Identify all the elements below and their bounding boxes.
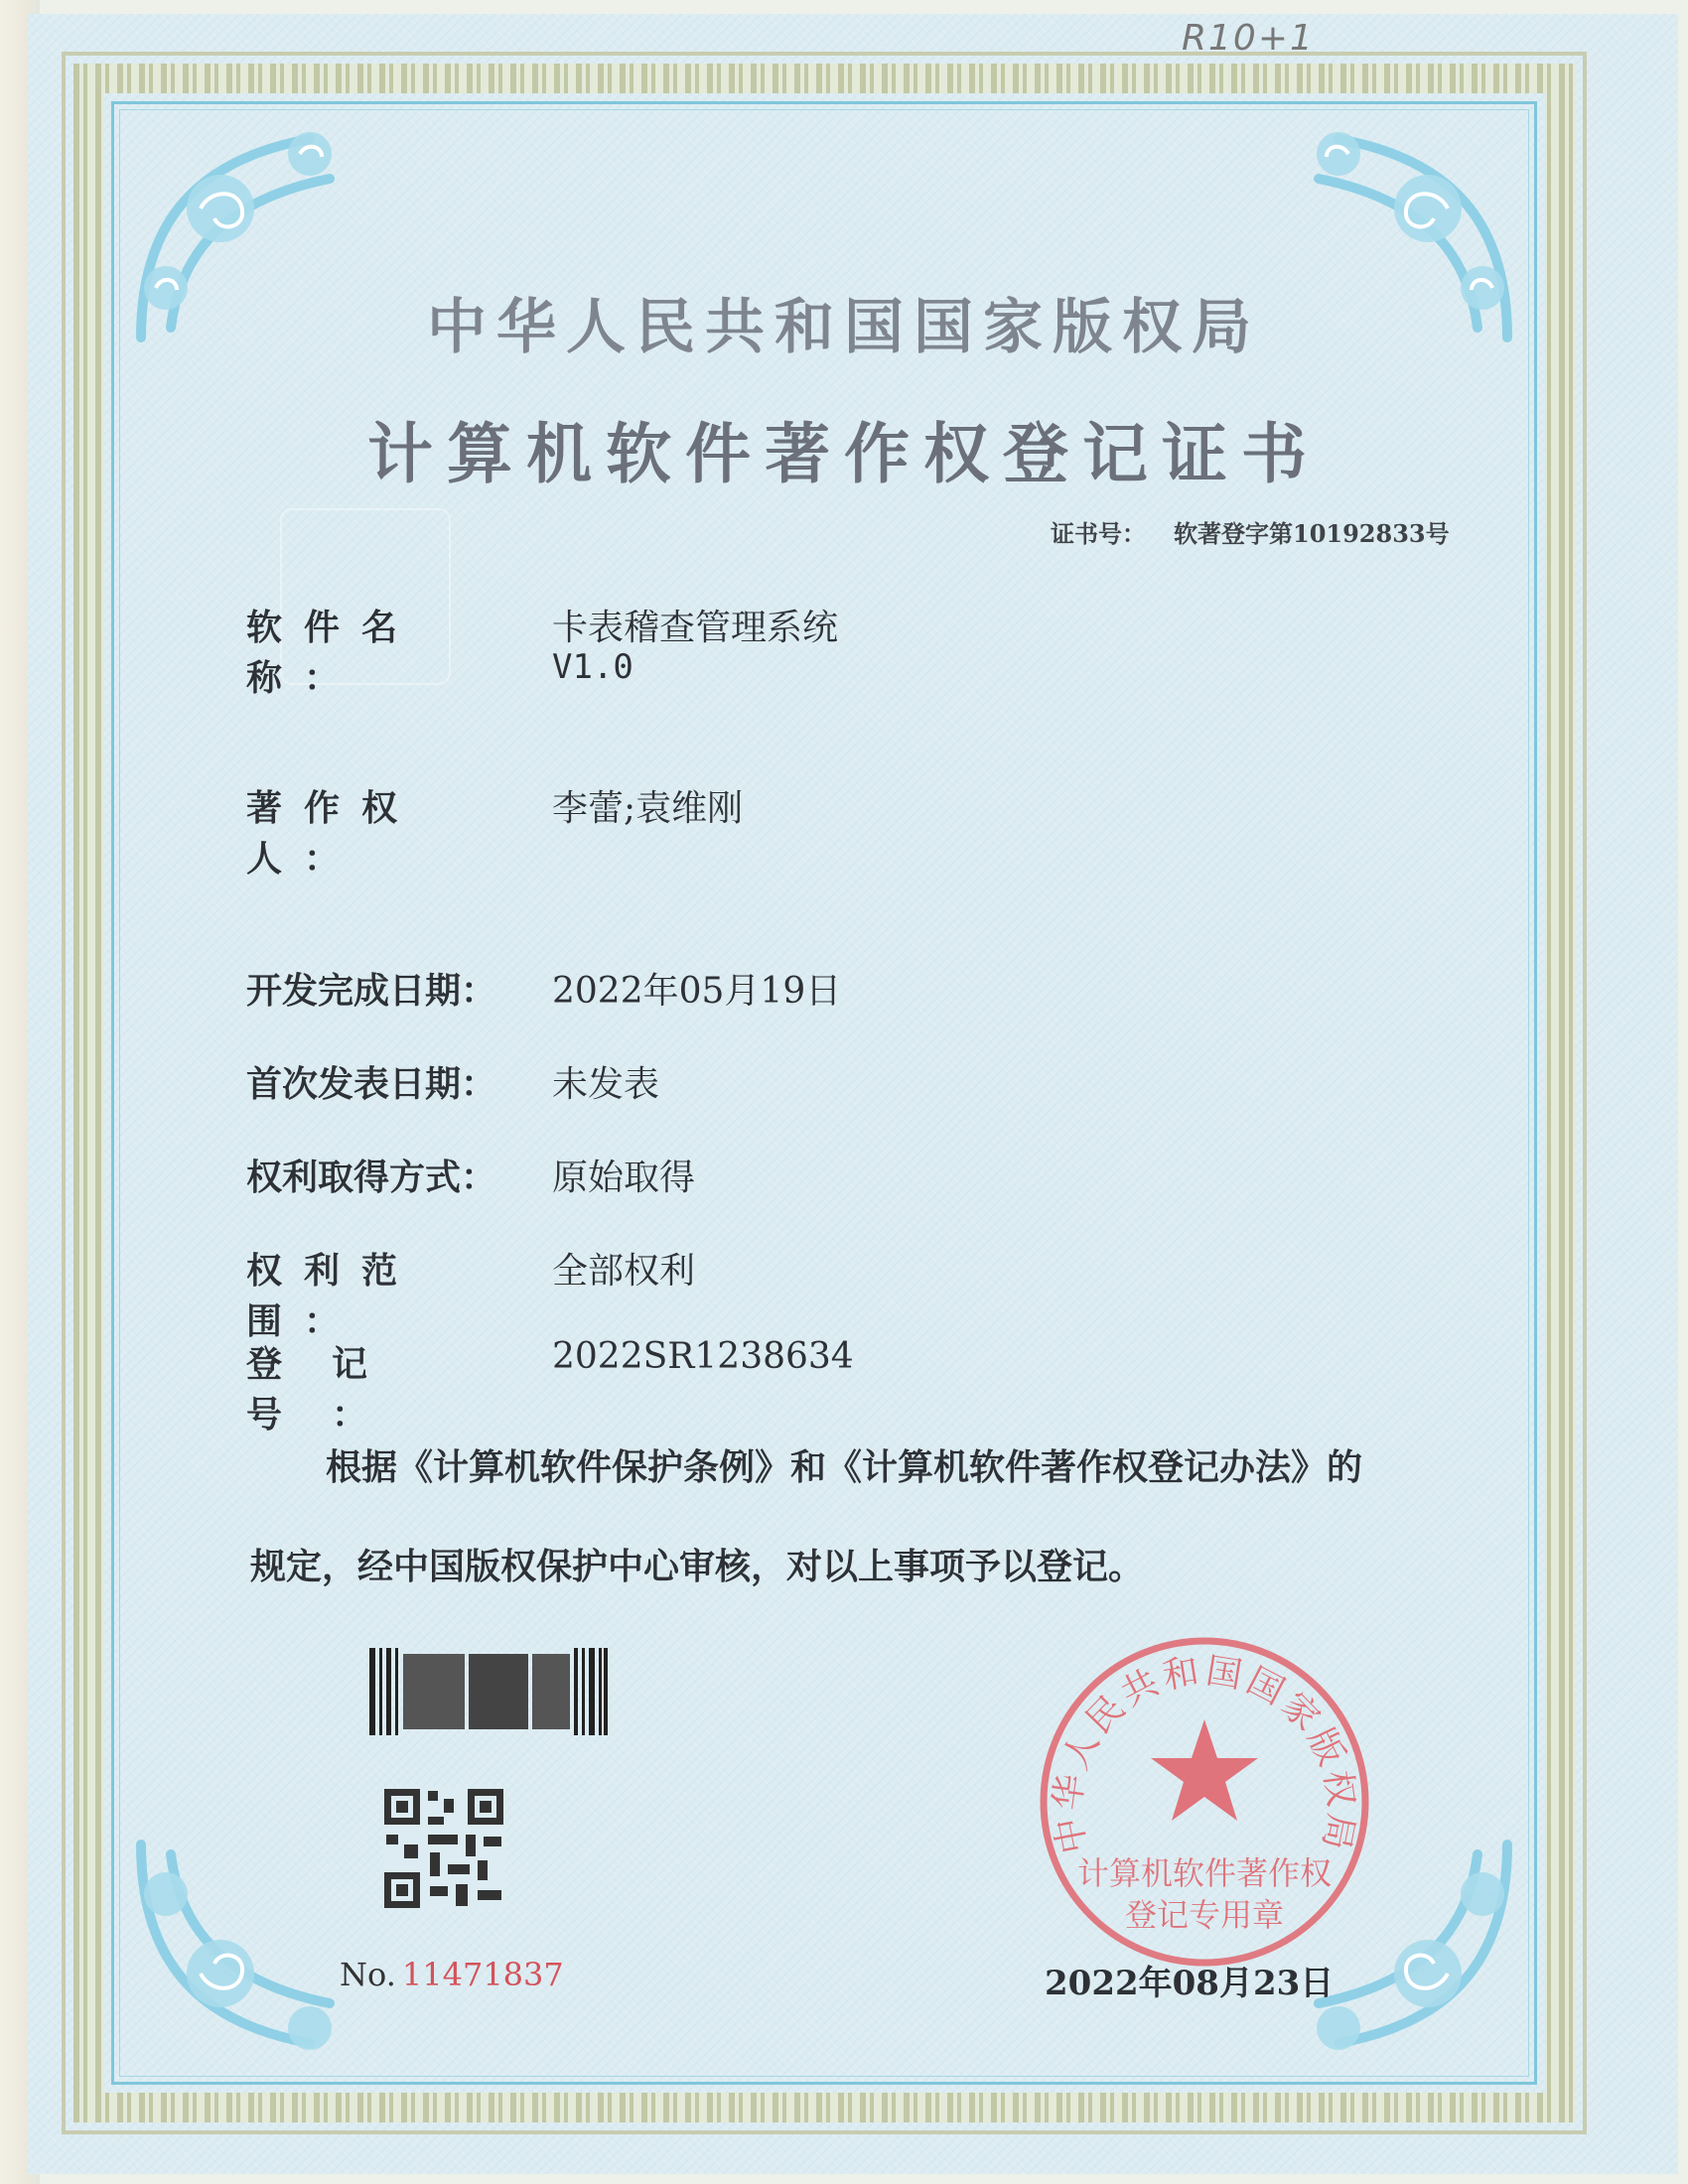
certificate-number-label: 证书号： <box>1051 519 1146 548</box>
software-version-value: V1.0 <box>552 647 633 687</box>
certificate-number-value: 软著登字第10192833号 <box>1174 519 1450 548</box>
completion-date-label <box>246 963 512 1014</box>
first-publication-date-label <box>246 1056 512 1107</box>
issue-date: 2022年08月23日 <box>1045 1964 1335 2003</box>
rights-scope-value: 全部权利 <box>552 1251 696 1292</box>
serial-number <box>340 1956 564 1993</box>
corner-ornament-bottom-left <box>111 1825 409 2083</box>
serial-number-prefix: No. <box>340 1956 396 1993</box>
declaration-line-2: 规定，经中国版权保护中心审核，对以上事项予以登记。 <box>250 1546 1145 1587</box>
first-publication-date-label-text: 首次发表日期： <box>246 1063 497 1105</box>
seal-inner-line-1: 计算机软件著作权 <box>1076 1854 1333 1892</box>
software-name-label-text: 软件名称： <box>246 607 420 699</box>
registration-number-label-text: 登记号： <box>246 1343 418 1435</box>
acquisition-method-value: 原始取得 <box>552 1158 696 1198</box>
software-name-value: 卡表稽查管理系统 <box>552 608 839 648</box>
acquisition-method-label <box>246 1150 512 1200</box>
official-seal <box>1031 1628 1378 1976</box>
first-publication-date-value: 未发表 <box>552 1064 660 1105</box>
copyright-owner-label <box>246 780 512 882</box>
certificate-title: 计算机软件著作权登记证书 <box>367 415 1321 492</box>
svg-text:中华人民共和国国家版权局: 中华人民共和国国家版权局 <box>1047 1650 1362 1857</box>
rights-scope-label-text: 权利范围： <box>246 1250 420 1342</box>
copyright-owner-value: 李蕾;袁维刚 <box>552 788 744 829</box>
qr-code <box>382 1787 505 1910</box>
completion-date-value: 2022年05月19日 <box>552 971 842 1012</box>
registration-number-value: 2022SR1238634 <box>552 1336 854 1377</box>
seal-inner-line-2: 登记专用章 <box>1124 1896 1285 1934</box>
software-name-label <box>246 600 512 701</box>
rights-scope-label <box>246 1243 512 1344</box>
acquisition-method-label-text: 权利取得方式： <box>246 1157 497 1198</box>
barcode <box>369 1648 608 1735</box>
serial-number-value: 11471837 <box>401 1956 564 1993</box>
declaration-line-1: 根据《计算机软件保护条例》和《计算机软件著作权登记办法》的 <box>326 1446 1363 1488</box>
certificate-number <box>1051 514 1477 549</box>
handwritten-note: R10+1 <box>1182 18 1315 59</box>
issuing-agency-title: 中华人民共和国国家版权局 <box>427 293 1261 362</box>
completion-date-label-text: 开发完成日期： <box>246 970 497 1012</box>
copyright-owner-label-text: 著作权人： <box>246 787 420 880</box>
